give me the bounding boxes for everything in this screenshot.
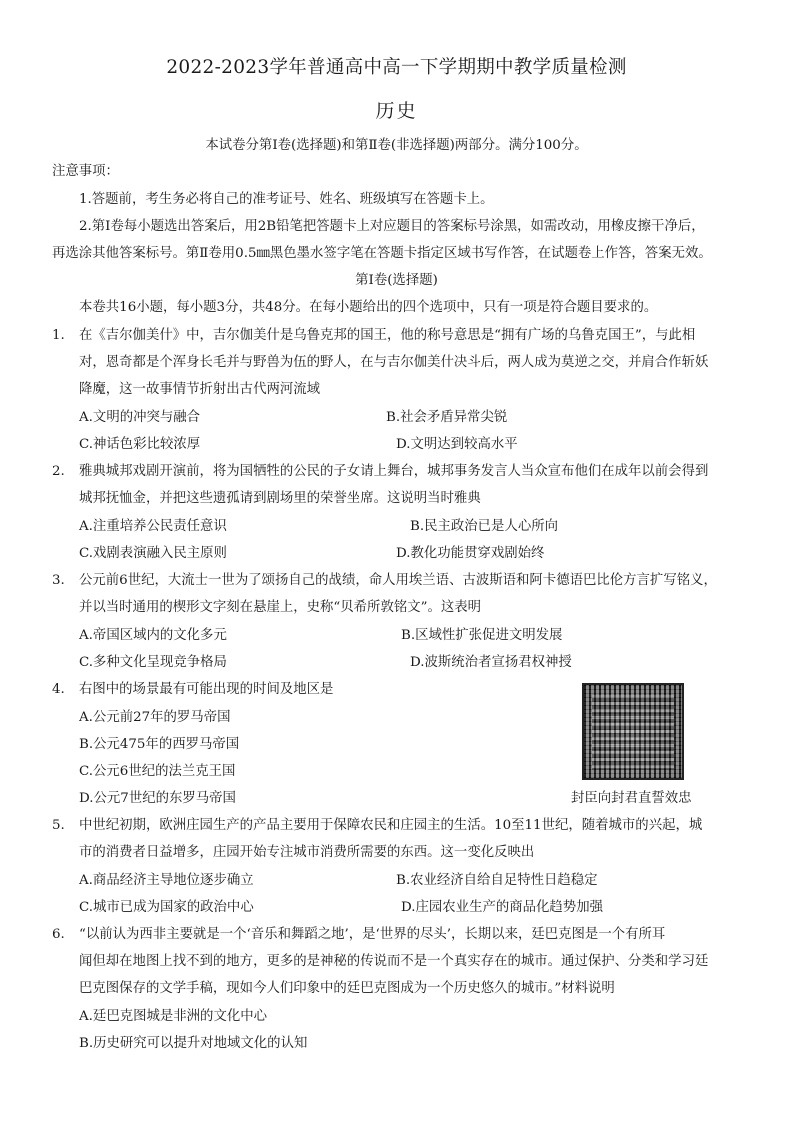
question-text-line: 降魔，这一故事情节折射出古代两河流域 <box>79 382 321 397</box>
question-text-line: 巴克图保存的文学手稿，现如今人们印象中的廷巴克图成为一个历史悠久的城市。”材料说明 <box>79 981 615 996</box>
subject-title: 历史 <box>375 100 418 122</box>
option-a[interactable]: A.注重培养公民责任意识 <box>79 519 227 534</box>
option-d[interactable]: D.波斯统治者宣扬君权神授 <box>410 655 572 670</box>
option-a[interactable]: A.帝国区域内的文化多元 <box>79 628 227 643</box>
option-d[interactable]: D.教化功能贯穿戏剧始终 <box>396 546 545 561</box>
question-text-line: 雅典城邦戏剧开演前，将为国牺牲的公民的子女请上舞台，城邦事务发言人当众宣布他们在成年以前会得到 <box>79 464 709 479</box>
exam-intro: 本试卷分第Ⅰ卷(选择题)和第Ⅱ卷(非选择题)两部分。满分100分。 <box>205 138 588 153</box>
option-d[interactable]: D.庄园农业生产的商品化趋势加强 <box>401 900 603 915</box>
question-text-line: 对，恩奇都是个浑身长毛并与野兽为伍的野人，在与吉尔伽美什决斗后，两人成为莫逆之交，并肩合作斩妖 <box>79 355 709 370</box>
option-a[interactable]: A.廷巴克图城是非洲的文化中心 <box>79 1009 268 1024</box>
option-c[interactable]: C.神话色彩比较浓厚 <box>79 437 201 452</box>
question-text-line: 右图中的场景最有可能出现的时间及地区是 <box>79 682 334 697</box>
question-text-line: 市的消费者日益增多，庄园开始专注城市消费所需要的东西。这一变化反映出 <box>79 845 535 860</box>
question-text-line: 闻但却在地图上找不到的地方，更多的是神秘的传说而不是一个真实存在的城市。通过保护、分类和学习廷 <box>79 954 709 969</box>
section-heading: 第Ⅰ卷(选择题) <box>355 273 438 288</box>
question-number: 1. <box>52 328 65 343</box>
question-text-line: 公元前6世纪，大流士一世为了颂扬自己的战绩，命人用埃兰语、古波斯语和阿卡德语巴比伦方言扩写铭义， <box>79 573 717 588</box>
option-b[interactable]: B.历史研究可以提升对地域文化的认知 <box>79 1036 308 1051</box>
question-text-line: 中世纪初期，欧洲庄园生产的产品主要用于保障农民和庄园主的生活。10至11世纪，随着城市的兴起，城 <box>79 818 703 833</box>
option-a[interactable]: A.文明的冲突与融合 <box>79 410 201 425</box>
question-number: 6. <box>52 927 65 942</box>
question-number: 4. <box>52 682 65 697</box>
section-instruction: 本卷共16小题，每小题3分，共48分。在每小题给出的四个选项中，只有一项是符合题目要求的。 <box>79 300 658 315</box>
option-b[interactable]: B.农业经济自给自足特性日趋稳定 <box>396 873 598 888</box>
question-text-line: 城邦抚恤金，并把这些遗孤请到剧场里的荣誉坐席。这说明当时雅典 <box>79 491 481 506</box>
question-text-line: 在《吉尔伽美什》中，吉尔伽美什是乌鲁克邦的国王，他的称号意思是“拥有广场的乌鲁克国王”，与此相 <box>79 328 696 343</box>
option-a[interactable]: A.公元前27年的罗马帝国 <box>79 710 231 725</box>
exam-title: 2022-2023学年普通高中高一下学期期中教学质量检测 <box>166 57 627 78</box>
option-b[interactable]: B.公元475年的西罗马帝国 <box>79 737 240 752</box>
notice-item-2-line-1: 2.第Ⅰ卷每小题选出答案后，用2B铅笔把答题卡上对应题目的答案标号涂黑，如需改动，用橡皮擦干净后， <box>79 219 705 234</box>
question-text-line: “以前认为西非主要就是一个‘音乐和舞蹈之地’，是‘世界的尽头’，长期以来，廷巴克图是一个有所耳 <box>79 927 666 942</box>
option-b[interactable]: B.社会矛盾异常尖锐 <box>386 410 508 425</box>
notice-item-2-line-2: 再选涂其他答案标号。第Ⅱ卷用0.5㎜黑色墨水签字笔在答题卡指定区域书写作答，在试题卷上作答，答案无效。 <box>52 246 712 261</box>
option-c[interactable]: C.城市已成为国家的政治中心 <box>79 900 254 915</box>
question-number: 2. <box>52 464 65 479</box>
option-b[interactable]: B.区域性扩张促进文明发展 <box>401 628 563 643</box>
option-d[interactable]: D.文明达到较高水平 <box>396 437 518 452</box>
question-text-line: 并以当时通用的楔形文字刻在悬崖上，史称“贝希所敦铭文”。这表明 <box>79 600 482 615</box>
option-d[interactable]: D.公元7世纪的东罗马帝国 <box>79 791 236 806</box>
notice-item-1: 1.答题前，考生务必将自己的准考证号、姓名、班级填写在答题卡上。 <box>79 192 494 207</box>
option-a[interactable]: A.商品经济主导地位逐步确立 <box>79 873 254 888</box>
option-b[interactable]: B.民主政治已是人心所向 <box>410 519 559 534</box>
vassal-oath-relief-image <box>582 683 684 780</box>
option-c[interactable]: C.多种文化呈现竞争格局 <box>79 655 227 670</box>
question-number: 5. <box>52 818 65 833</box>
option-c[interactable]: C.戏剧表演融入民主原则 <box>79 546 227 561</box>
question-number: 3. <box>52 573 65 588</box>
notice-heading: 注意事项： <box>52 164 119 179</box>
figure-caption: 封臣向封君直誓效忠 <box>571 791 692 806</box>
option-c[interactable]: C.公元6世纪的法兰克王国 <box>79 764 236 779</box>
